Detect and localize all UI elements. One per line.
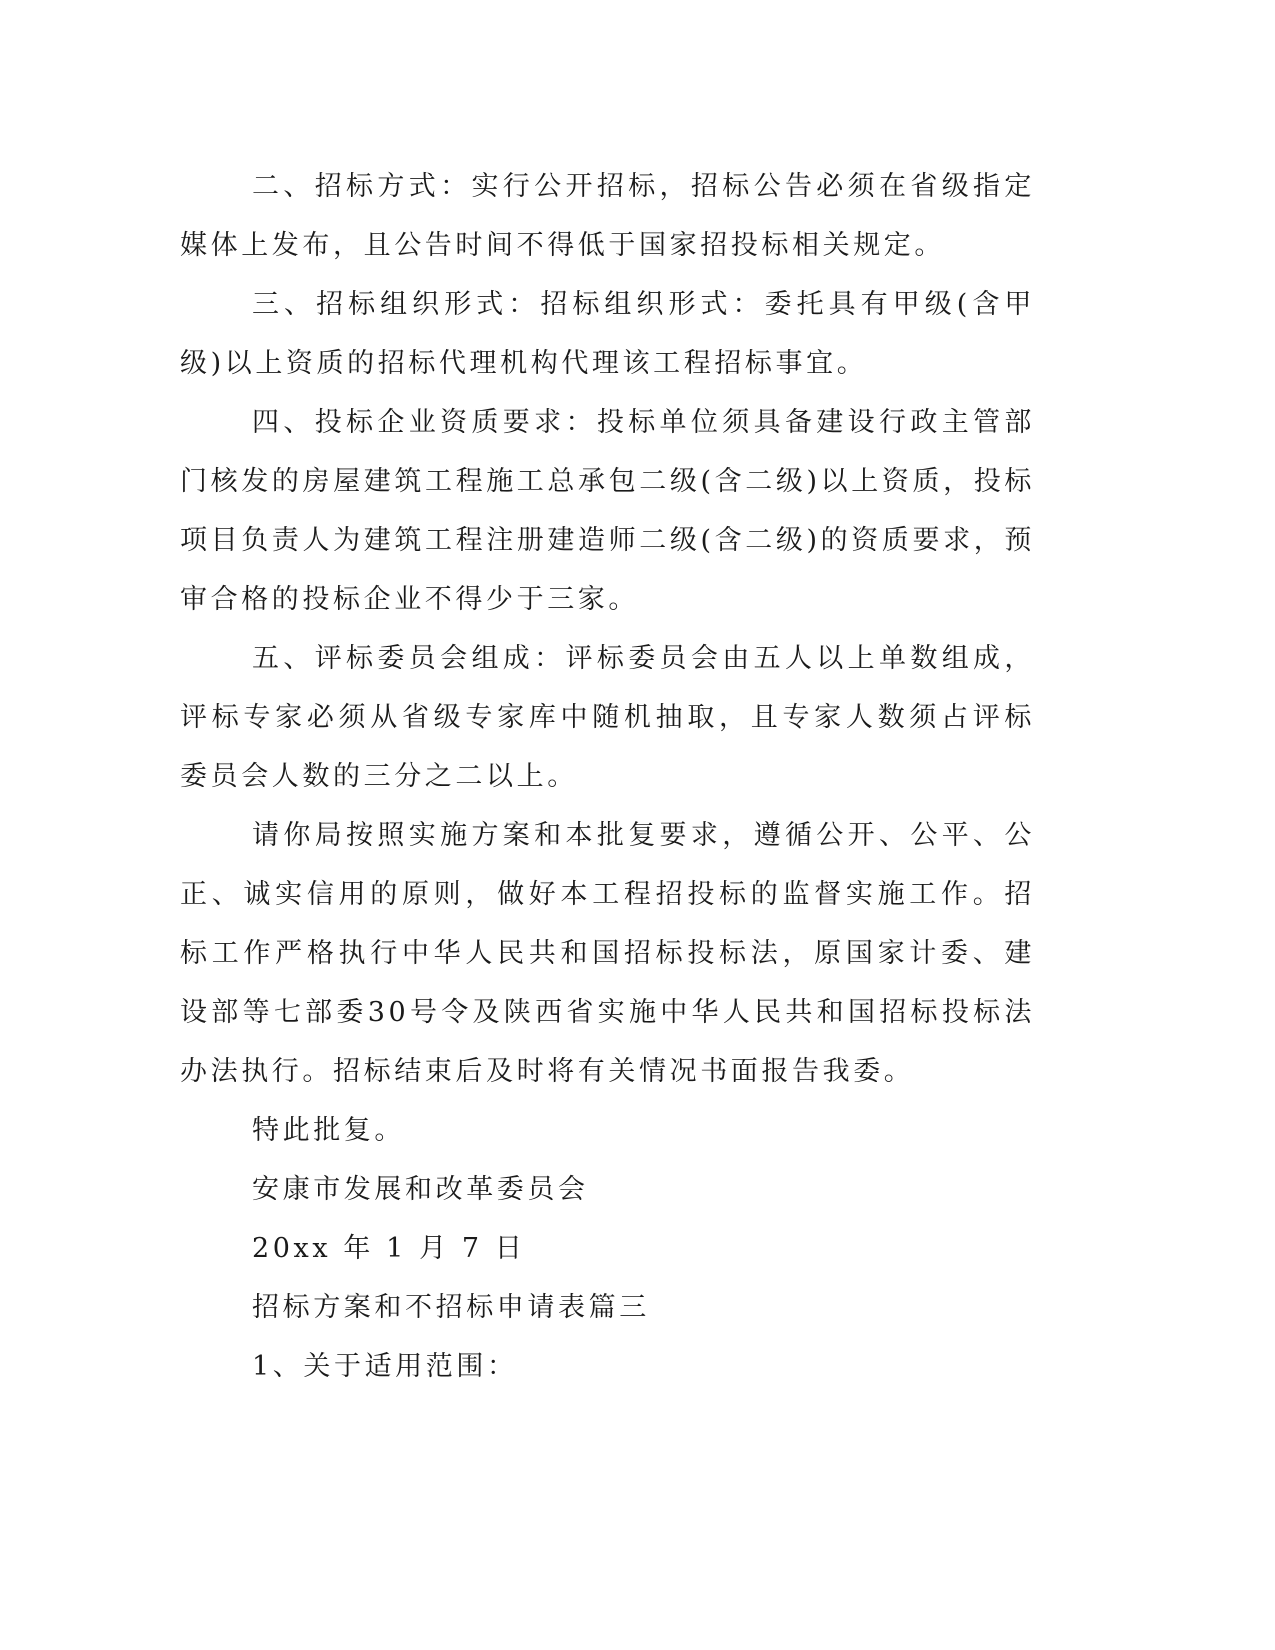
item-heading: 1、关于适用范围： [252,1351,518,1382]
issue-date: 20xx 年 1 月 7 日 [252,1233,526,1264]
closing-remark: 特此批复。 [252,1115,405,1146]
document-body [180,157,1035,1396]
paragraph-instructions: 请你局按照实施方案和本批复要求，遵循公开、公平、公正、诚实信用的原则，做好本工程招投标的监督实施工作。招标工作严格执行中华人民共和国招标投标法，原国家计委、建设部等七部委30号令及陕西省实施中华人民共和国招标投标法办法执行。招标结束后及时将有关情况书面报告我委。 [180,820,1035,1087]
paragraph-evaluation-committee: 五、评标委员会组成：评标委员会由五人以上单数组成，评标专家必须从省级专家库中随机抽取，且专家人数须占评标委员会人数的三分之二以上。 [180,643,1035,792]
paragraph-bidder-qualification: 四、投标企业资质要求：投标单位须具备建设行政主管部门核发的房屋建筑工程施工总承包二级(含二级)以上资质，投标项目负责人为建筑工程注册建造师二级(含二级)的资质要求，预审合格的投标企业不得少于三家。 [180,407,1035,615]
issuer-name: 安康市发展和改革委员会 [252,1174,589,1205]
paragraph-bidding-method: 二、招标方式：实行公开招标，招标公告必须在省级指定媒体上发布，且公告时间不得低于国家招投标相关规定。 [180,171,1035,261]
section-title: 招标方案和不招标申请表篇三 [252,1292,650,1323]
paragraph-bidding-organization: 三、招标组织形式：招标组织形式：委托具有甲级(含甲级)以上资质的招标代理机构代理该工程招标事宜。 [180,289,1035,379]
